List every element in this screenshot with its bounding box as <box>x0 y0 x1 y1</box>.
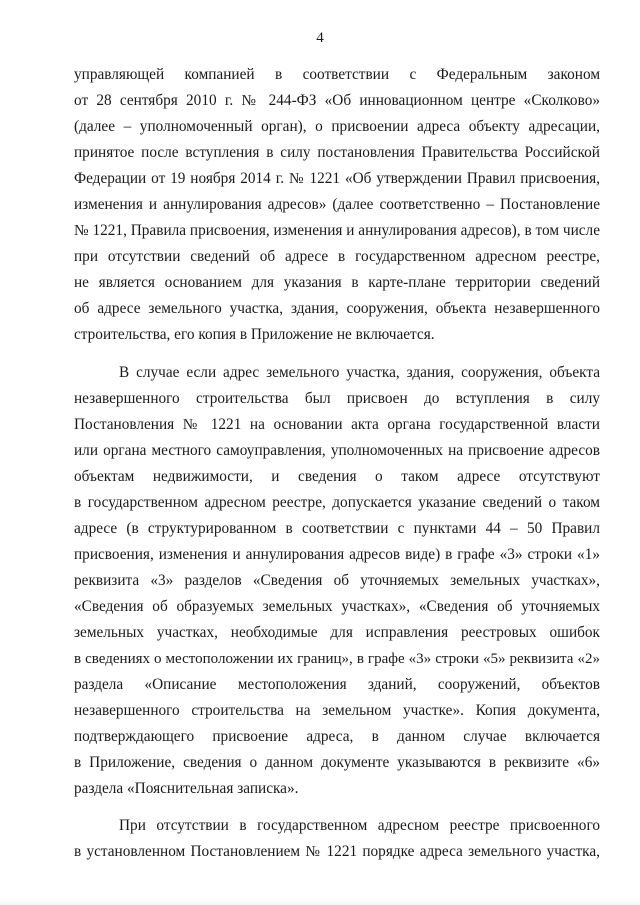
text-line: об адресе земельного участка, здания, сооружения, объекта незавершенного <box>74 300 600 318</box>
text-line: Федерации от 19 ноября 2014 г. № 1221 «Об утверждении Правил присвоения, <box>74 170 600 188</box>
text-line: (далее – уполномоченный орган), о присвоении адреса объекту адресации, <box>74 118 600 136</box>
text-line: № 1221, Правила присвоения, изменения и аннулирования адресов), в том числе <box>74 222 600 240</box>
text-line: в установленном Постановлением № 1221 порядке адреса земельного участка, <box>74 843 600 861</box>
text-line: в государственном адресном реестре, допускается указание сведений о таком <box>74 493 600 511</box>
text-line: При отсутствии в государственном адресном реестре присвоенного <box>119 817 600 835</box>
paragraph-2 <box>74 360 600 803</box>
scan-edge-shadow <box>0 899 640 905</box>
text-line: раздела «Описание местоположения зданий, сооружений, объектов <box>74 676 600 694</box>
page-number: 4 <box>316 30 324 46</box>
text-line: не является основанием для указания в карте-плане территории сведений <box>74 274 600 292</box>
text-line: от 28 сентября 2010 г. № 244-ФЗ «Об инновационном центре «Сколково» <box>74 92 600 110</box>
text-line: незавершенного строительства на земельном участке». Копия документа, <box>74 702 600 720</box>
text-line: управляющей компанией в соответствии с Федеральным законом <box>74 66 600 83</box>
text-line: незавершенного строительства был присвоен до вступления в силу <box>74 389 600 407</box>
text-line: строительства, его копия в Приложение не включается. <box>74 326 435 344</box>
text-line: земельных участках, необходимые для исправления реестровых ошибок <box>74 623 600 641</box>
text-line: объектам недвижимости, и сведения о таком адресе отсутствуют <box>74 467 600 485</box>
text-line: В случае если адрес земельного участка, здания, сооружения, объекта <box>119 363 600 381</box>
paragraph-3 <box>74 813 600 865</box>
text-line: присвоения, изменения и аннулирования адресов виде) в графе «3» строки «1» <box>74 545 600 563</box>
text-line: раздела «Пояснительная записка». <box>74 780 299 798</box>
text-line: изменения и аннулирования адресов» (далее соответственно – Постановление <box>74 196 600 214</box>
text-line: «Сведения об образуемых земельных участках», «Сведения об уточняемых <box>74 597 600 615</box>
text-line: при отсутствии сведений об адресе в государственном адресном реестре, <box>74 248 600 266</box>
text-line: подтверждающего присвоение адреса, в данном случае включается <box>74 728 600 746</box>
text-line: принятое после вступления в силу постановления Правительства Российской <box>74 144 600 162</box>
document-body <box>74 62 600 865</box>
text-line: адресе (в структурированном в соответствии с пунктами 44 – 50 Правил <box>74 519 600 537</box>
text-line: или органа местного самоуправления, уполномоченных на присвоение адресов <box>74 441 600 459</box>
text-line: Постановления № 1221 на основании акта органа государственной власти <box>74 415 600 433</box>
text-line: в сведениях о местоположении их границ», в графе «3» строки «5» реквизита «2» <box>74 651 600 668</box>
text-line: в Приложение, сведения о данном документе указываются в реквизите «6» <box>74 754 600 772</box>
text-line: реквизита «3» разделов «Сведения об уточняемых земельных участках», <box>74 571 600 589</box>
paragraph-1 <box>74 62 600 349</box>
